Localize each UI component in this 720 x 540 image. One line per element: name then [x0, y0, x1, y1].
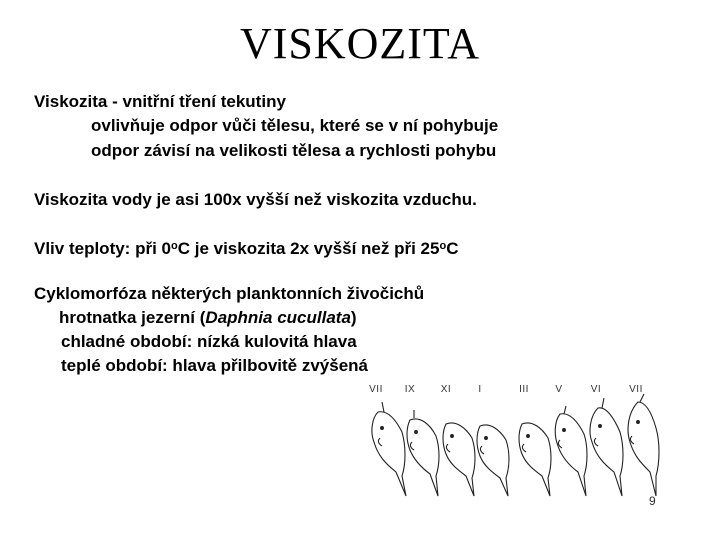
temperature-middle: C je viskozita 2x vyšší než při 25: [177, 239, 440, 258]
slide-title: VISKOZITA: [239, 19, 481, 68]
daphnia-outline-iii: [519, 423, 551, 496]
daphnia-outline-xi: [443, 423, 475, 496]
temperature-text: [34, 236, 458, 259]
daphnia-outline-vii: [372, 402, 406, 496]
month-label: III: [519, 384, 529, 395]
species-prefix: hrotnatka jezerní (: [59, 308, 206, 327]
definition-lead: Viskozita - vnitřní tření tekutiny: [34, 92, 286, 111]
definition-line-2: odpor závisí na velikosti tělesa a rychlosti pohybu: [91, 141, 497, 160]
warm-period-text: teplé období: hlava přilbovitě zvýšená: [61, 356, 369, 375]
daphnia-outline-v: [555, 406, 587, 496]
daphnia-outline-ix: [407, 410, 439, 496]
daphnia-outlines: [362, 380, 660, 520]
species-suffix: ): [350, 308, 357, 327]
species-latin-name: Daphnia cucullata: [205, 308, 351, 327]
month-label: VI: [590, 384, 602, 395]
daphnia-outline-vii-2: [628, 394, 659, 496]
temperature-prefix: Vliv teploty: při 0: [34, 239, 171, 258]
daphnia-cyclomorphosis-figure: [362, 380, 660, 520]
water-viscosity-text: Viskozita vody je asi 100x vyšší než viskozita vzduchu.: [34, 190, 477, 209]
month-label: V: [555, 384, 563, 395]
month-label: VII: [629, 384, 643, 395]
page-number: 9: [649, 494, 656, 508]
degree-mark-2: o: [439, 240, 447, 252]
cold-period-text: chladné období: nízká kulovitá hlava: [61, 332, 357, 351]
month-label: XI: [440, 384, 452, 395]
temperature-suffix: C: [446, 239, 459, 258]
degree-mark-1: o: [170, 240, 178, 252]
species-line: [59, 308, 357, 328]
definition-line-1: ovlivňuje odpor vůči tělesu, které se v ní pohybuje: [91, 116, 499, 135]
daphnia-outline-i: [477, 425, 509, 496]
month-label: VII: [369, 384, 383, 395]
cyclomorphosis-heading: Cyklomorfóza některých planktonních živočichů: [34, 284, 425, 303]
daphnia-outline-vi: [590, 398, 623, 496]
month-label: IX: [404, 384, 416, 395]
month-label: I: [478, 384, 482, 395]
